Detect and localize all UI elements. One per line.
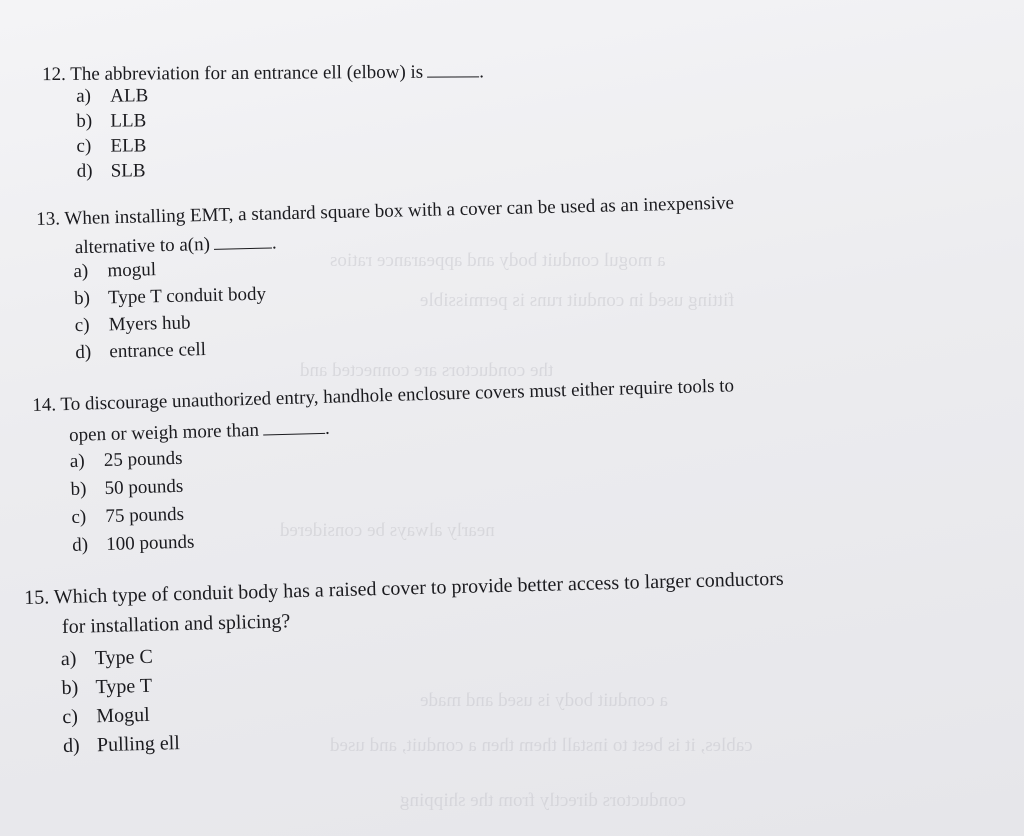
question-stem-line-2: alternative to a(n)	[74, 234, 211, 259]
option-text: LLB	[110, 110, 147, 132]
option-b[interactable]	[70, 476, 183, 501]
option-text: mogul	[107, 259, 157, 282]
option-d[interactable]	[72, 532, 195, 557]
option-text: Type T	[95, 674, 153, 699]
stem-end: .	[324, 417, 331, 439]
option-letter: b)	[73, 287, 91, 310]
question-stem: The abbreviation for an entrance ell (elbow) is	[70, 61, 424, 85]
option-c[interactable]	[75, 312, 191, 337]
option-letter: c)	[76, 135, 92, 157]
option-letter: d)	[76, 160, 93, 182]
option-text: Type T conduit body	[107, 283, 267, 309]
question-number: 15.	[24, 586, 50, 609]
option-text: entrance cell	[109, 339, 207, 363]
option-text: 50 pounds	[104, 475, 184, 500]
question-number: 12.	[42, 63, 66, 86]
option-text: 75 pounds	[105, 503, 185, 527]
option-letter: b)	[76, 110, 93, 132]
option-letter: d)	[71, 534, 89, 556]
option-text: 100 pounds	[105, 531, 195, 555]
question-stem-line-1: To discourage unauthorized entry, handhole enclosure covers must either require tools to	[60, 375, 735, 416]
option-a[interactable]	[73, 259, 156, 283]
option-c[interactable]	[71, 504, 184, 529]
option-letter: a)	[76, 85, 92, 107]
option-letter: c)	[74, 314, 90, 337]
option-b[interactable]	[74, 284, 266, 311]
question-number: 13.	[36, 208, 61, 230]
option-letter: b)	[70, 478, 87, 500]
option-letter: c)	[62, 705, 79, 729]
option-text: Type C	[94, 645, 154, 670]
question-stem-line-1: When installing EMT, a standard square box with a cover can be used as an inexpensive	[64, 192, 735, 230]
option-text: SLB	[110, 160, 146, 182]
option-a[interactable]	[70, 448, 183, 473]
option-letter: b)	[61, 676, 79, 700]
option-text: Pulling ell	[96, 732, 181, 757]
option-letter: a)	[60, 647, 77, 671]
option-letter: d)	[62, 734, 80, 758]
option-d[interactable]	[77, 160, 146, 182]
option-c[interactable]	[62, 704, 150, 729]
option-letter: a)	[69, 450, 85, 472]
option-b[interactable]	[76, 110, 146, 132]
option-text: Mogul	[96, 703, 150, 728]
option-text: Myers hub	[108, 312, 191, 336]
option-b[interactable]	[61, 675, 152, 700]
option-c[interactable]	[76, 135, 146, 157]
question-number: 14.	[32, 394, 57, 416]
option-a[interactable]	[61, 646, 154, 671]
question-stem-line-2: for installation and splicing?	[61, 610, 291, 639]
stem-end: .	[479, 61, 484, 83]
option-text: 25 pounds	[103, 447, 183, 472]
question-stem-line-2: open or weigh more than	[68, 419, 260, 447]
option-text: ALB	[110, 85, 149, 107]
answer-blank	[263, 416, 325, 436]
answer-blank	[427, 59, 479, 77]
question-stem-line-1: Which type of conduit body has a raised cover to provide better access to larger conductors	[53, 567, 784, 609]
answer-blank	[214, 230, 272, 249]
option-d[interactable]	[63, 732, 180, 758]
stem-end: .	[271, 232, 277, 254]
option-letter: c)	[71, 506, 87, 528]
option-letter: a)	[73, 260, 89, 283]
option-letter: d)	[75, 341, 92, 364]
option-text: ELB	[110, 135, 147, 157]
option-a[interactable]	[76, 85, 148, 107]
option-d[interactable]	[75, 339, 206, 364]
